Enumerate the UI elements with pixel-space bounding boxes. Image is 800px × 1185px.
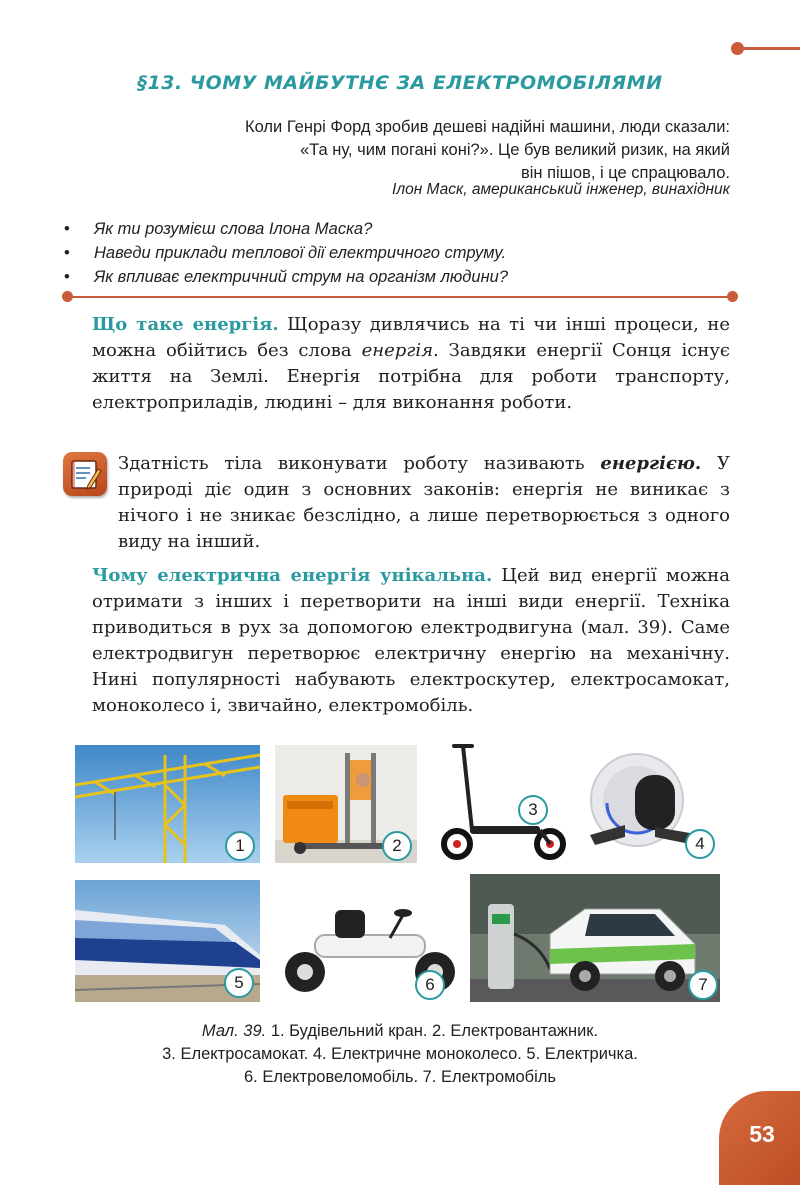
question-item: • Наведи приклади теплової дії електричного струму. (64, 241, 744, 265)
caption-line: 6. Електровеломобіль. 7. Електромобіль (243, 1068, 557, 1086)
figure-number: 7 (688, 970, 718, 1000)
paragraph-text: Цей вид енергії можна отримати з інших і перетворити на інші види енергії. Техніка приводиться в рух за допомогою електродвигуна (мал. 39). Саме електродвигун перетворює електричну енергію на механічну. Нині популярності набувають електроскутер, електросамокат, моноколесо і, звичайно, електромобіль. (92, 565, 730, 716)
epigraph-line: «Та ну, чим погані коні?». Це був великий ризик, на який (299, 141, 730, 159)
monowheel-photo (585, 745, 720, 863)
paragraph-electric-energy (92, 563, 730, 719)
figure-number: 5 (224, 968, 254, 998)
caption-title: Мал. 39. (201, 1022, 267, 1040)
corner-rule (740, 47, 800, 50)
paragraph-text: . Завдяки енергії Сонця існує життя на Землі. Енергія потрібна для роботи транспорту, електроприладів, людині – для виконання роботи. (92, 340, 730, 413)
epigraph-line: він пішов, і це спрацювало. (520, 164, 730, 182)
train-photo (75, 880, 260, 1002)
page-number: 53 (749, 1121, 775, 1147)
caption-line (0, 1020, 800, 1043)
section-title: §13. ЧОМУ МАЙБУТНЄ ЗА ЕЛЕКТРОМОБІЛЯМИ (137, 72, 663, 94)
electric-car-photo (470, 874, 720, 1002)
epigraph-line: Коли Генрі Форд зробив дешеві надійні машини, люди сказали: (245, 118, 730, 136)
caption-line: 3. Електросамокат. 4. Електричне моноколесо. 5. Електричка. (162, 1045, 638, 1063)
divider-dot-left (62, 291, 73, 302)
term-energy: енергія (361, 340, 434, 361)
figure-number: 1 (225, 831, 255, 861)
epigraph-quote (110, 116, 730, 185)
term-energy-definition: енергією. (600, 453, 702, 474)
pedal-car-photo (275, 880, 465, 1002)
scooter-photo (432, 740, 572, 862)
figure-number: 2 (382, 831, 412, 861)
forklift-photo (275, 745, 417, 863)
paragraph-heading: Чому електрична енергія унікальна. (92, 565, 493, 586)
notebook-note-icon (63, 452, 107, 496)
paragraph-text: Здатність тіла виконувати роботу називають (118, 453, 601, 474)
divider-dot-right (727, 291, 738, 302)
figure-number: 6 (415, 970, 445, 1000)
figure-number: 4 (685, 829, 715, 859)
caption-text: 1. Будівельний кран. 2. Електровантажник. (266, 1022, 599, 1040)
paragraph-text: У природі діє один з основних законів: енергія не виникає з нічого і не зникає безслідно, а лише перетворюється з одного виду на інший. (118, 453, 730, 552)
paragraph-energy (92, 312, 730, 416)
epigraph-author: Ілон Маск, американський інженер, винахідник (392, 181, 730, 198)
figure-number: 3 (518, 795, 548, 825)
crane-photo (75, 745, 260, 863)
corner-rule-dot (731, 42, 744, 55)
paragraph-definition (118, 451, 730, 555)
paragraph-heading: Що таке енергія. (92, 314, 279, 335)
paragraph-text: Щоразу дивлячись на ті чи інші процеси, не можна обійтись без слова (92, 314, 730, 361)
section-divider (70, 296, 732, 298)
question-item: • Як впливає електричний струм на організм людини? (64, 265, 744, 289)
figure-caption (0, 1020, 800, 1089)
question-item: • Як ти розумієш слова Ілона Маска? (64, 217, 744, 241)
question-list (64, 217, 744, 289)
